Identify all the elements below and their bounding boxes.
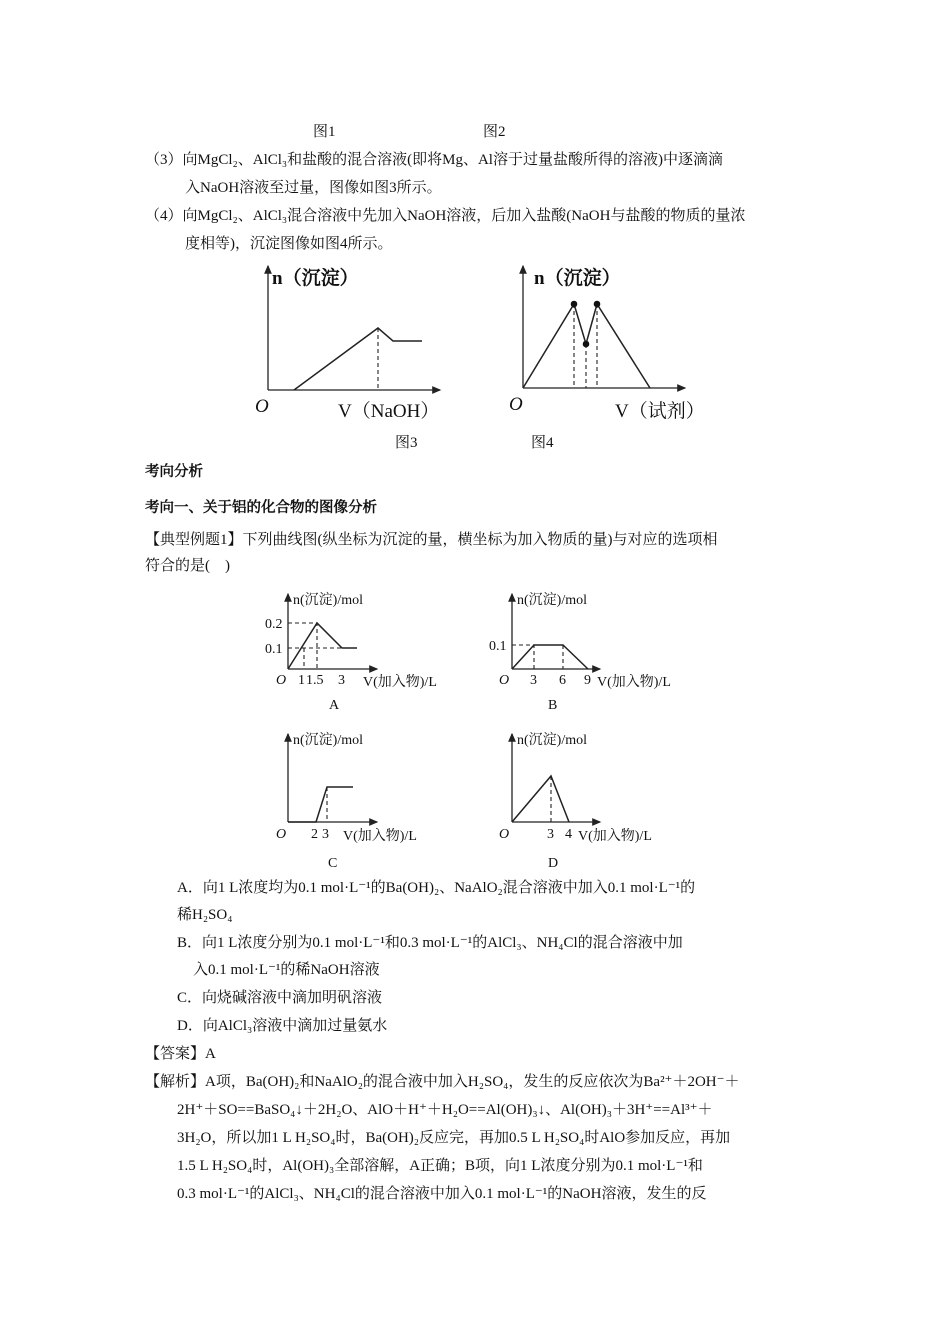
subsection-title: 考向一、关于铝的化合物的图像分析	[145, 500, 377, 516]
fig3-origin: O	[255, 396, 269, 417]
example-line-2: 符合的是( )	[145, 558, 230, 574]
graph-d-caption: D	[548, 856, 559, 871]
analysis-line: 【解析】A项，Ba(OH)₂和NaAlO₂的混合液中加入H₂SO₄，发生的反应依次为Ba²⁺＋2OH⁻＋	[145, 1074, 740, 1090]
graph-b-ylabel: n(沉淀)/mol	[517, 593, 587, 608]
option-b-line-1: B．向1 L浓度分别为0.1 mol·L⁻¹和0.3 mol·L⁻¹的AlCl₃、NH₄Cl的混合溶液中加	[177, 935, 683, 951]
figure-2-caption: 图2	[483, 124, 506, 140]
graph-b-xtick: 3	[530, 673, 537, 688]
fig3-ylabel: n（沉淀）	[272, 268, 359, 289]
item-3-line-2: 入NaOH溶液至过量，图像如图3所示。	[185, 180, 442, 196]
graph-b-caption: B	[548, 698, 558, 713]
graph-b-origin: O	[499, 673, 510, 688]
graph-a-xtick: 3	[338, 673, 345, 688]
item-3-line-1: （3）向MgCl₂、AlCl₃和盐酸的混合溶液(即将Mg、Al溶于过量盐酸所得的溶液)中逐滴滴	[145, 152, 723, 168]
option-a-line-2: 稀H₂SO₄	[177, 907, 233, 923]
graph-d-xtick: 4	[565, 827, 572, 842]
section-title: 考向分析	[145, 464, 203, 480]
analysis-line: 1.5 L H₂SO₄时，Al(OH)₃全部溶解，A正确；B项，向1 L浓度分别为0.1 mol·L⁻¹和	[177, 1158, 703, 1174]
graph-d-ylabel: n(沉淀)/mol	[517, 733, 587, 748]
graph-a-xlabel: V(加入物)/L	[363, 675, 437, 690]
fig4-point	[594, 301, 601, 308]
graph-d-xlabel: V(加入物)/L	[578, 829, 652, 844]
graph-b	[489, 592, 671, 713]
graph-a-ytick: 0.1	[265, 642, 283, 657]
graph-a-caption: A	[329, 698, 340, 713]
option-a-line-1: A．向1 L浓度均为0.1 mol·L⁻¹的Ba(OH)₂、NaAlO₂混合溶液中加入0.1 mol·L⁻¹的	[177, 880, 696, 896]
figure-1-caption: 图1	[313, 124, 336, 140]
fig4-ylabel: n（沉淀）	[534, 268, 621, 289]
figure-3	[255, 266, 440, 451]
figure-4	[509, 266, 705, 451]
graph-c-xtick: 3	[322, 827, 329, 842]
graph-a-ytick: 0.2	[265, 617, 283, 632]
graph-b-xtick: 6	[559, 673, 566, 688]
graph-c-xtick: 2	[311, 827, 318, 842]
fig4-origin: O	[509, 394, 523, 415]
graph-a-xtick: 1.5	[306, 673, 324, 688]
graph-c	[276, 732, 417, 871]
graph-d-curve	[512, 776, 569, 822]
graph-c-ylabel: n(沉淀)/mol	[293, 733, 363, 748]
graph-a-curve	[288, 623, 357, 669]
graph-d-xtick: 3	[547, 827, 554, 842]
fig4-caption: 图4	[531, 435, 554, 451]
graph-a-ylabel: n(沉淀)/mol	[293, 593, 363, 608]
graph-d	[499, 732, 652, 871]
fig3-curve	[294, 328, 422, 390]
fig4-point	[571, 301, 578, 308]
graph-a-xtick: 1	[298, 673, 305, 688]
graph-c-caption: C	[328, 856, 338, 871]
answer: 【答案】A	[145, 1046, 216, 1062]
fig3-xlabel: V（NaOH）	[338, 401, 440, 422]
graph-d-origin: O	[499, 827, 510, 842]
graph-c-curve	[288, 787, 353, 822]
graph-c-xlabel: V(加入物)/L	[343, 829, 417, 844]
example-line-1: 【典型例题1】下列曲线图(纵坐标为沉淀的量，横坐标为加入物质的量)与对应的选项相	[145, 532, 718, 548]
graph-b-curve	[512, 645, 588, 669]
graph-b-xlabel: V(加入物)/L	[597, 675, 671, 690]
option-c: C．向烧碱溶液中滴加明矾溶液	[177, 990, 383, 1006]
fig4-xlabel: V（试剂）	[615, 401, 705, 422]
graph-c-origin: O	[276, 827, 287, 842]
analysis-line: 2H⁺＋SO==BaSO₄↓＋2H₂O、AlO＋H⁺＋H₂O==Al(OH)₃↓、Al(OH)₃＋3H⁺==Al³⁺＋	[177, 1102, 713, 1118]
option-b-line-2: 入0.1 mol·L⁻¹的稀NaOH溶液	[193, 962, 380, 978]
analysis-line: 3H₂O，所以加1 L H₂SO₄时，Ba(OH)₂反应完，再加0.5 L H₂SO₄时AlO参加反应，再加	[177, 1130, 731, 1146]
graph-b-ytick: 0.1	[489, 639, 507, 654]
fig3-caption: 图3	[395, 435, 418, 451]
analysis-line: 0.3 mol·L⁻¹的AlCl₃、NH₄Cl的混合溶液中加入0.1 mol·L⁻¹的NaOH溶液，发生的反	[177, 1186, 707, 1202]
graph-a	[265, 592, 437, 713]
fig4-point	[583, 341, 590, 348]
graph-b-xtick: 9	[584, 673, 591, 688]
item-4-line-2: 度相等)，沉淀图像如图4所示。	[185, 236, 393, 252]
item-4-line-1: （4）向MgCl₂、AlCl₃混合溶液中先加入NaOH溶液，后加入盐酸(NaOH与盐酸的物质的量浓	[145, 208, 746, 224]
graph-a-origin: O	[276, 673, 287, 688]
option-d: D．向AlCl₃溶液中滴加过量氨水	[177, 1018, 388, 1034]
